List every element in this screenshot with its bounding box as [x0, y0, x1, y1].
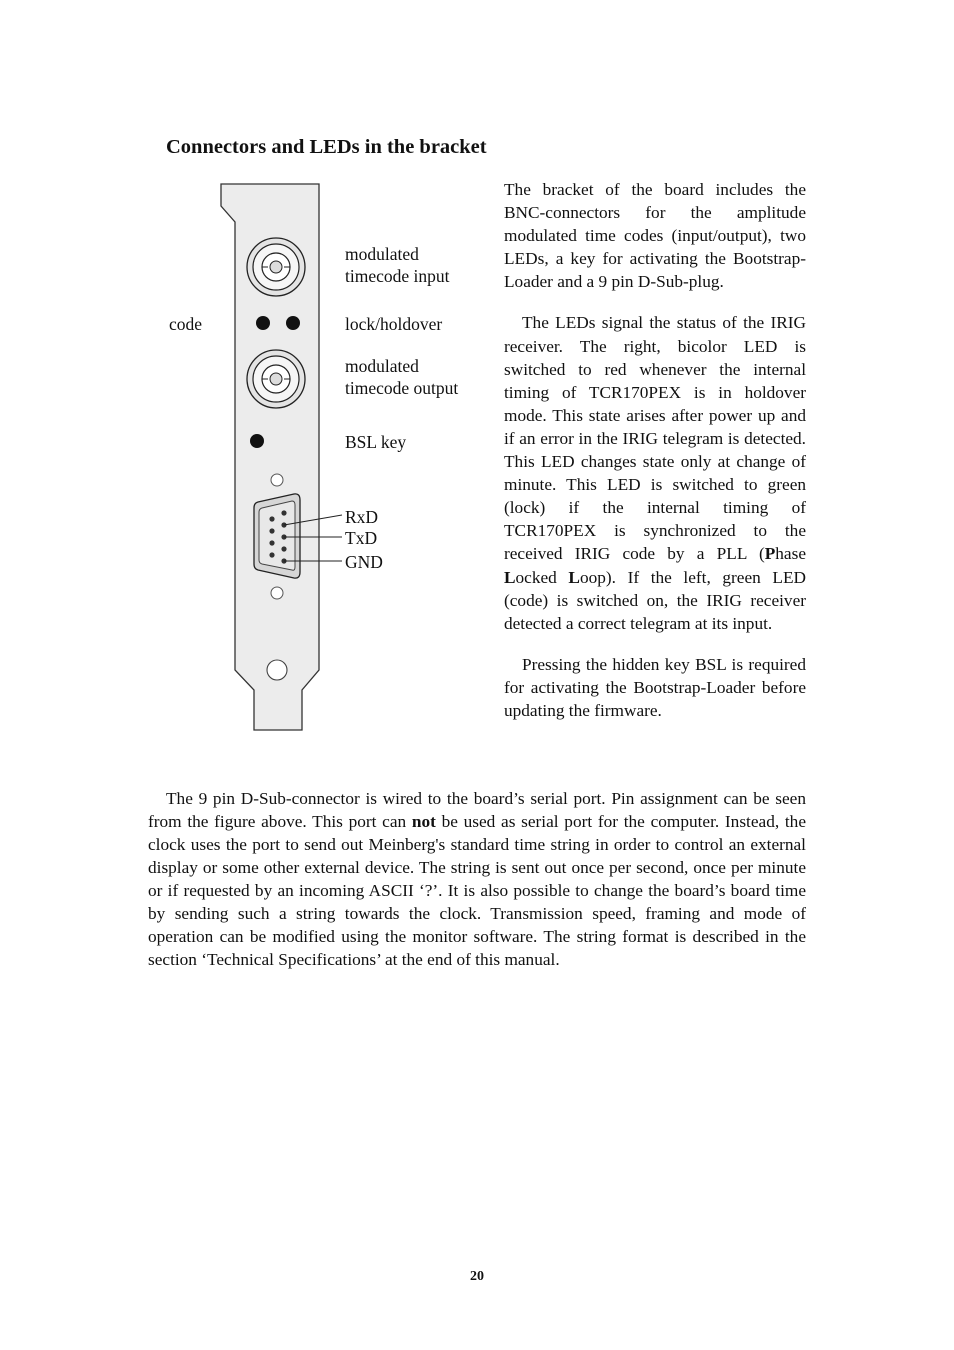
bracket-hole — [267, 660, 287, 680]
leds-bold-p: P — [764, 544, 776, 564]
bnc-input-connector — [247, 238, 305, 296]
leds-text-hase: hase — [775, 544, 806, 564]
leds-text-b: oop). If the left, green LED (code) is switched on, the IRIG receiver detected a correct telegram at its input. — [504, 567, 806, 633]
label-txd: TxD — [345, 528, 378, 548]
label-lock-holdover: lock/holdover — [345, 314, 443, 334]
screw-hole-top — [271, 474, 283, 486]
leds-description — [504, 311, 806, 634]
lock-holdover-led — [286, 316, 300, 330]
label-modulated-input-1: modulated — [345, 244, 419, 264]
dsub-bold-not: not — [411, 812, 436, 831]
label-modulated-output-1: modulated — [345, 356, 419, 376]
right-column-text — [504, 178, 806, 740]
label-rxd: RxD — [345, 507, 379, 527]
label-modulated-input-2: timecode input — [345, 266, 450, 286]
leds-bold-l2: L — [568, 567, 580, 587]
label-gnd: GND — [345, 552, 383, 572]
code-led — [256, 316, 270, 330]
bsl-key — [250, 434, 264, 448]
leds-text-ocked: ocked — [515, 567, 569, 587]
bnc-output-connector — [247, 350, 305, 408]
leds-bold-l1: L — [504, 567, 516, 587]
section-heading: Connectors and LEDs in the bracket — [166, 136, 487, 158]
bracket-description: The bracket of the board includes the BNC-connectors for the amplitude modulated time codes (input/output), two LEDs, a key for activating the Bootstrap-Loader and a 9 pin D-Sub-plug. — [504, 180, 806, 292]
label-code: code — [169, 314, 203, 334]
screw-hole-bottom — [271, 587, 283, 599]
dsub-description — [148, 787, 806, 971]
dsub-text-b: be used as serial port for the computer. Instead, the clock uses the port to send out Meinberg's standard time string in order to control an external display or some other external device. The string is sent out once per second, once per minute or if requested by an incoming ASCII ‘?’. It is also possible to change the board’s board time by sending such a string towards the clock. Transmission speed, framing and mode of operation can be modified using the monitor software. The string format is described in the section ‘Technical Specifications’ at the end of this manual. — [148, 812, 806, 969]
bracket-drawing — [166, 180, 486, 740]
dsub-connector — [254, 494, 300, 578]
dsub-text-a: The 9 pin D-Sub-connector is wired to the board’s serial port. Pin assignment can be seen from the figure above. This port can — [148, 789, 806, 831]
bracket-figure — [166, 180, 486, 740]
label-modulated-output-2: timecode output — [345, 378, 459, 398]
bsl-description: Pressing the hidden key BSL is required for activating the Bootstrap-Loader before updating the firmware. — [504, 654, 806, 720]
label-bsl-key: BSL key — [345, 432, 407, 452]
leds-text-a: The LEDs signal the status of the IRIG receiver. The right, bicolor LED is switched to red whenever the internal timing of TCR170PEX is in holdover mode. This state arises after power up and if an error in the IRIG telegram is detected. This LED changes state only at change of minute. This LED is switched to green (lock) if the internal timing of TCR170PEX is synchronized to the received IRIG code by a PLL ( — [504, 313, 806, 564]
page-number: 20 — [470, 1269, 484, 1284]
